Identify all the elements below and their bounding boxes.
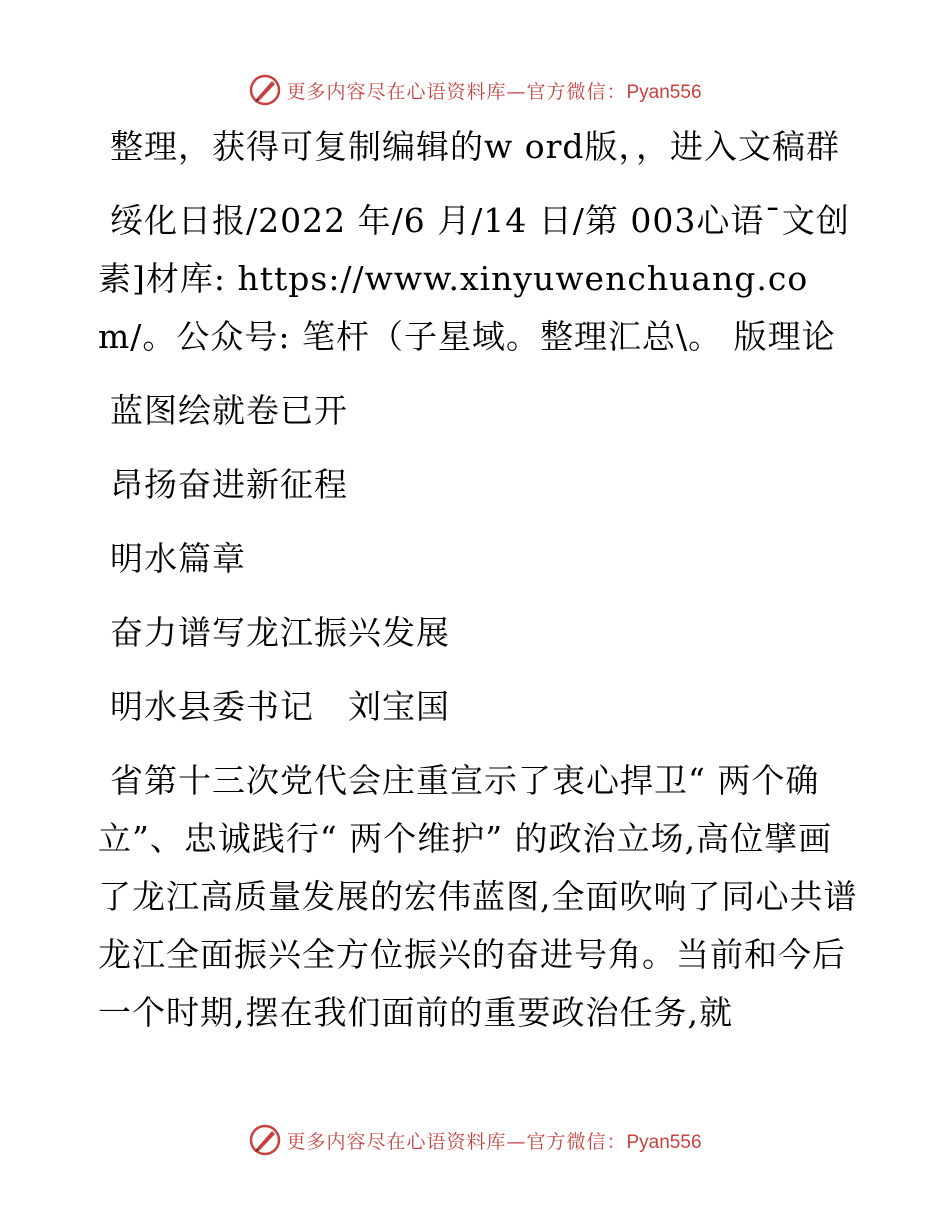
footer-watermark-banner — [0, 1120, 950, 1160]
headline-line-3: 明水篇章 — [110, 539, 246, 578]
quill-pen-logo-icon — [248, 1123, 282, 1157]
quill-pen-logo-icon — [248, 73, 282, 107]
headline-line-4: 奋力谱写龙江振兴发展 — [110, 613, 450, 652]
wechat-handle: Pyan556 — [626, 1131, 702, 1153]
watermark-text: 更多内容尽在心语资料库—官方微信：Pyan556 — [286, 80, 702, 103]
watermark-text: 更多内容尽在心语资料库—官方微信：Pyan556 — [286, 1130, 702, 1153]
paragraph-source: 绥化日报/2022 年/6 月/14 日/第 003心语¯文创素]材库: https://www.xinyuwenchuang.com/。公众号: 笔杆（子星域。整理汇总\。 版理论 — [98, 201, 850, 356]
wechat-handle: Pyan556 — [626, 81, 702, 103]
header-watermark-banner — [0, 70, 950, 110]
headline-line-1: 蓝图绘就卷已开 — [110, 391, 348, 430]
paragraph-intro: 整理，获得可复制编辑的w ord版，，进入文稿群 — [110, 127, 841, 166]
body-paragraph: 省第十三次党代会庄重宣示了衷心捍卫“ 两个确立”、忠诚践行“ 两个维护” 的政治立场,高位擘画了龙江高质量发展的宏伟蓝图,全面吹响了同心共谱龙江全面振兴全方位振兴的奋进号角。当前和今后一个时期,摆在我们面前的重要政治任务,就 — [98, 761, 858, 1032]
headline-line-2: 昂扬奋进新征程 — [110, 465, 348, 504]
author-byline: 明水县委书记 刘宝国 — [110, 687, 450, 726]
document-body — [98, 118, 858, 1058]
